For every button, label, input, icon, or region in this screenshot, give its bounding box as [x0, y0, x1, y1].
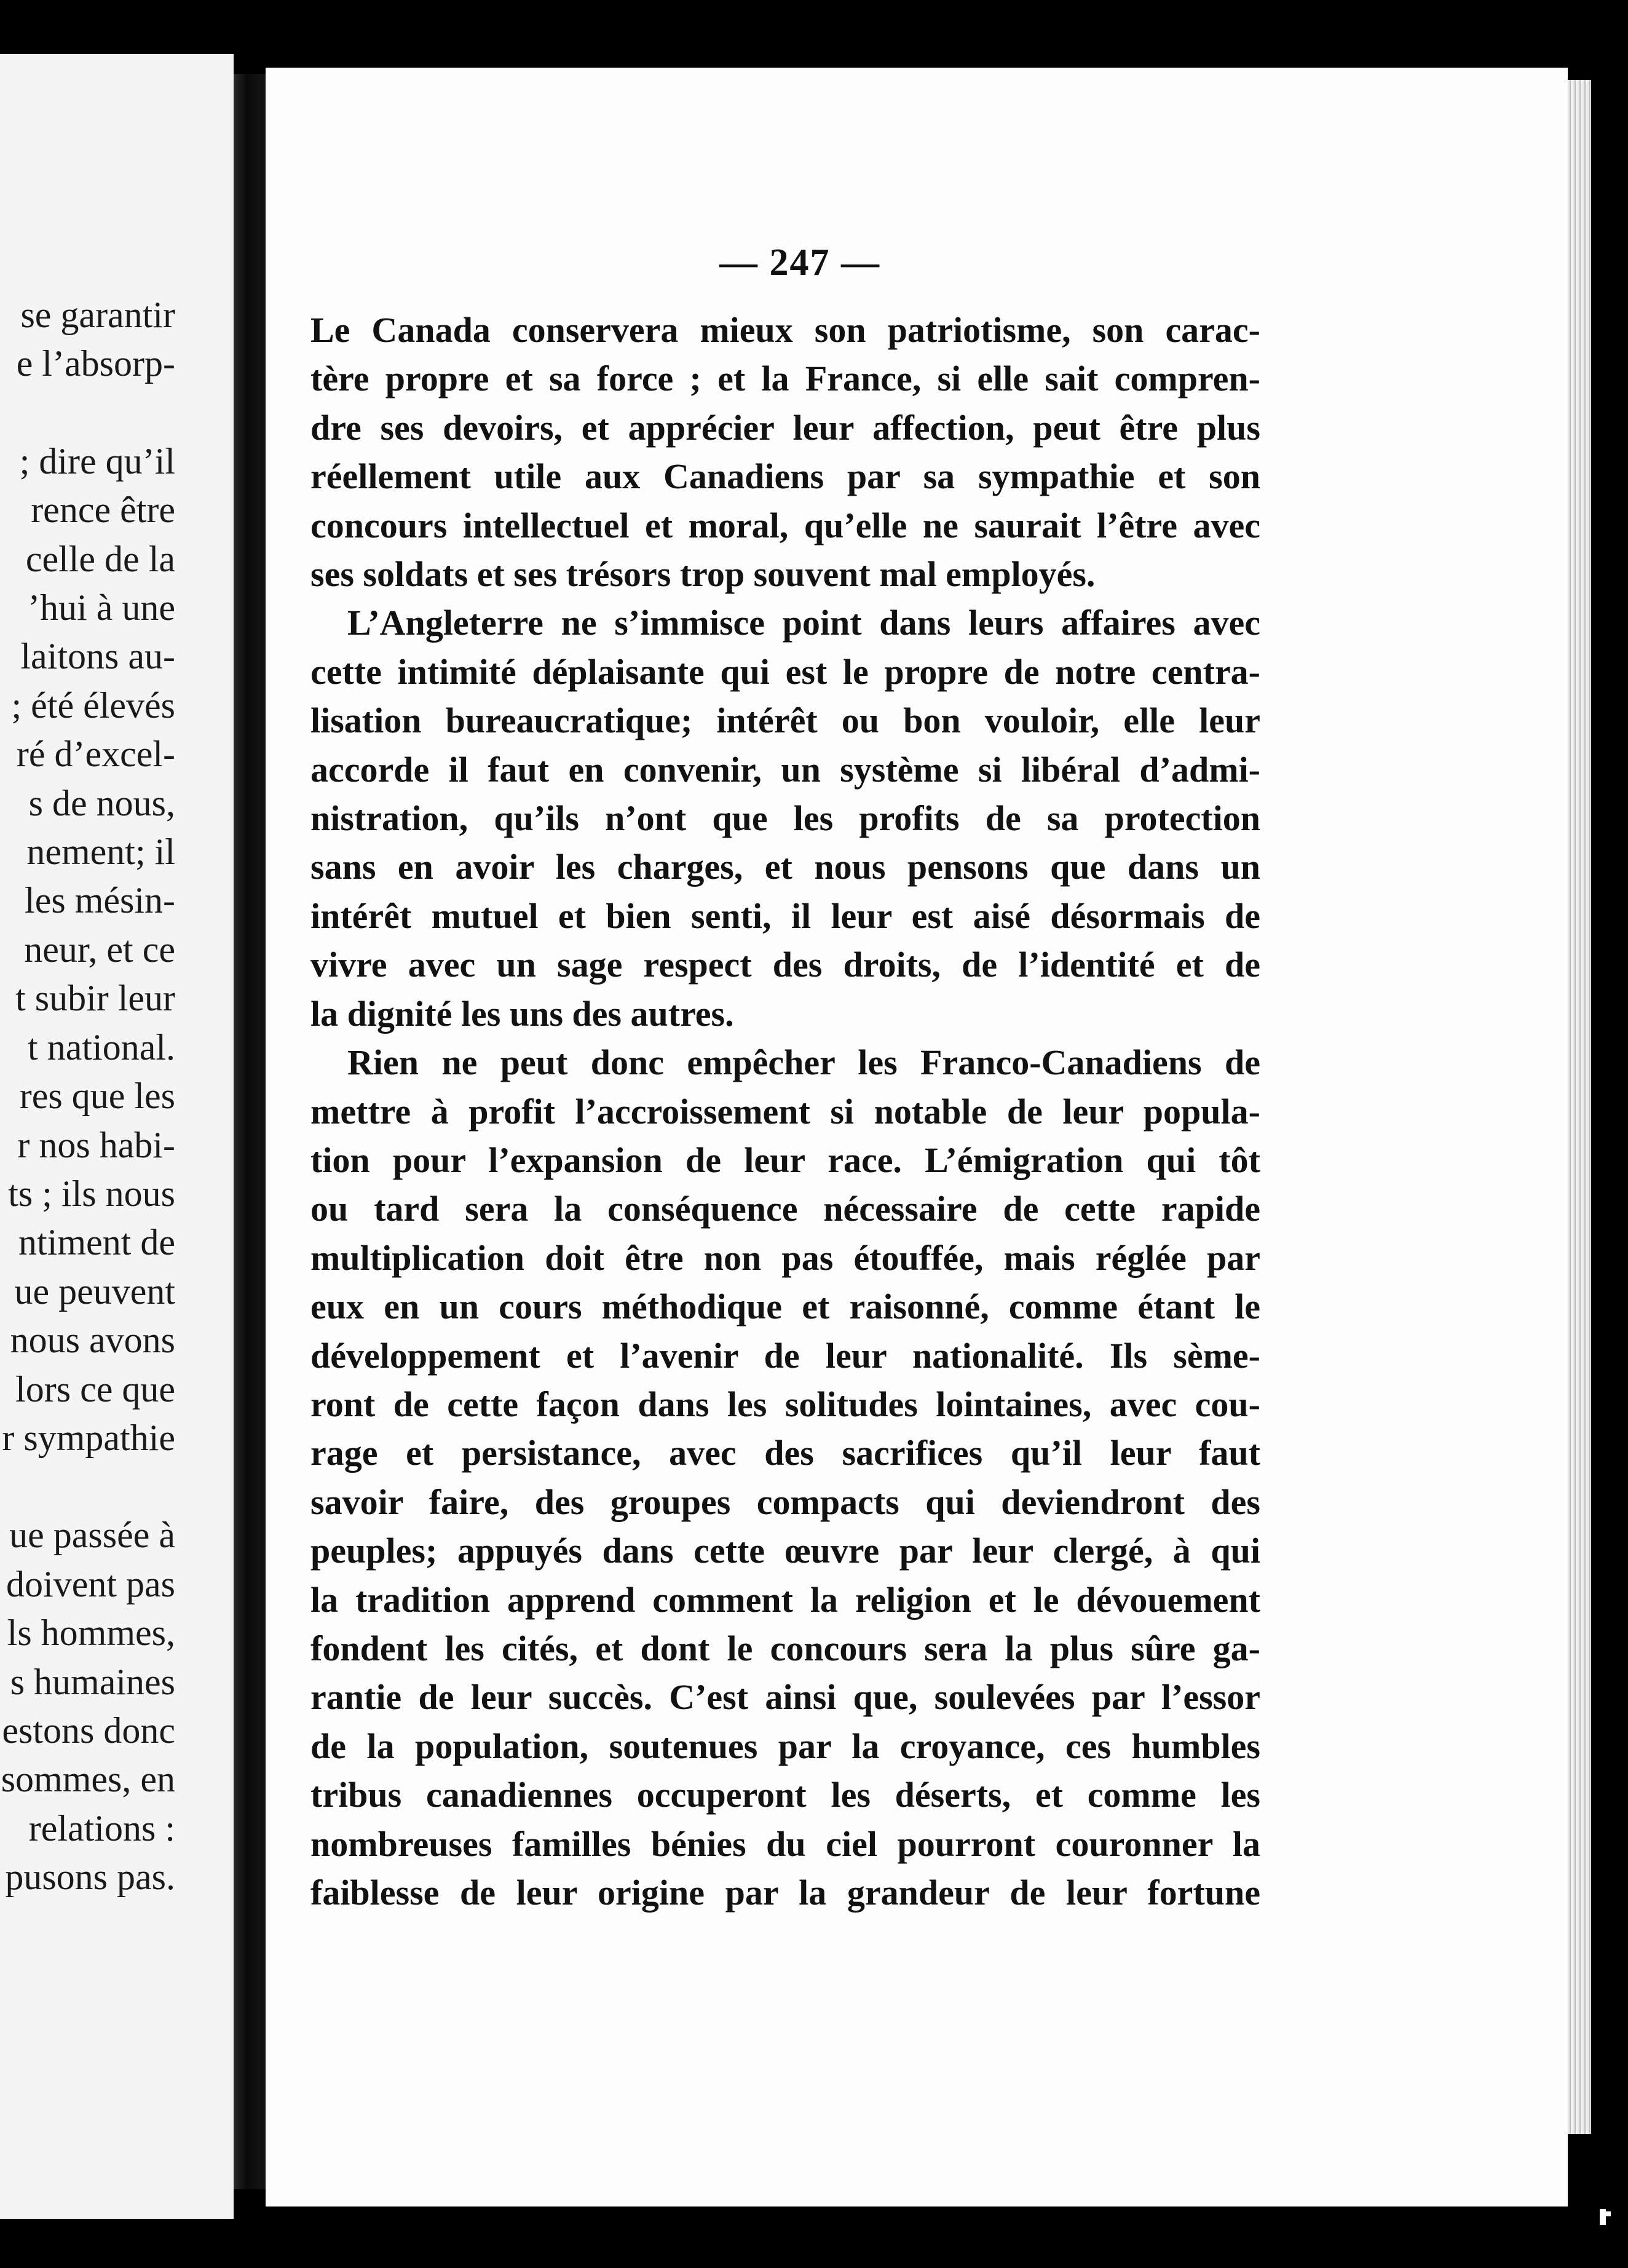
text-line: réellement utile aux Canadiens par sa sympathie et son: [310, 456, 1260, 497]
facing-line: s de nous,: [28, 782, 175, 823]
text-line: la tradition apprend comment la religion et le dévouement: [310, 1579, 1260, 1620]
text-line: Rien ne peut donc empêcher les Franco-Canadiens de: [347, 1042, 1260, 1083]
facing-line: relations :: [28, 1807, 175, 1849]
facing-line: ue passée à: [9, 1515, 175, 1556]
facing-line: pusons pas.: [5, 1857, 175, 1898]
facing-line: s humaines: [10, 1661, 175, 1702]
text-line: tribus canadiennes occuperont les déserts, et comme les: [310, 1775, 1260, 1815]
facing-line: ts ; ils nous: [8, 1173, 175, 1214]
text-line: concours intellectuel et moral, qu’elle ne saurait l’être avec: [310, 505, 1260, 545]
scan-marker-dot: [1606, 2211, 1611, 2216]
facing-line: estons donc: [2, 1710, 175, 1751]
text-line: nistration, qu’ils n’ont que les profits de sa protection: [310, 798, 1260, 839]
facing-line: r sympathie: [2, 1417, 175, 1458]
body-text: [310, 306, 1260, 1917]
facing-line: celle de la: [25, 538, 175, 579]
facing-line: les mésin-: [25, 880, 175, 921]
scan-marker: [1600, 2209, 1606, 2225]
facing-line: ls hommes,: [7, 1612, 175, 1654]
text-line: accorde il faut en convenir, un système si libéral d’admi-: [310, 749, 1260, 790]
facing-page-left: [0, 54, 234, 2219]
facing-line: se garantir: [20, 295, 175, 335]
page-edges: [1568, 80, 1591, 2134]
text-line: L’Angleterre ne s’immisce point dans leurs affaires avec: [347, 603, 1260, 643]
facing-line: ntiment de: [18, 1222, 175, 1263]
facing-line: e l’absorp-: [16, 343, 175, 384]
text-line: Le Canada conservera mieux son patriotisme, son carac-: [310, 310, 1260, 350]
text-line: de la population, soutenues par la croyance, ces humbles: [310, 1726, 1260, 1766]
text-line: fondent les cités, et dont le concours sera la plus sûre ga-: [310, 1628, 1260, 1668]
text-line: nombreuses familles bénies du ciel pourront couronner la: [310, 1823, 1260, 1864]
facing-line: nous avons: [10, 1320, 175, 1361]
text-line: la dignité les uns des autres.: [310, 993, 734, 1034]
text-line: dre ses devoirs, et apprécier leur affection, peut être plus: [310, 407, 1260, 448]
text-line: ront de cette façon dans les solitudes lointaines, avec cou-: [310, 1384, 1260, 1424]
text-line: multiplication doit être non pas étouffée, mais réglée par: [310, 1237, 1260, 1278]
page-number: — 247 —: [719, 242, 880, 284]
facing-line: ue peuvent: [14, 1271, 175, 1312]
text-line: ses soldats et ses trésors trop souvent mal employés.: [310, 554, 1096, 595]
facing-line: ; dire qu’il: [19, 440, 175, 482]
facing-line: t subir leur: [15, 978, 175, 1019]
text-line: mettre à profit l’accroissement si notable de leur popula-: [310, 1091, 1260, 1132]
text-line: intérêt mutuel et bien senti, il leur est aisé désormais de: [310, 895, 1260, 936]
text-line: eux en un cours méthodique et raisonné, comme étant le: [310, 1287, 1260, 1327]
text-line: faiblesse de leur origine par la grandeur de leur fortune: [310, 1873, 1260, 1913]
text-line: lisation bureaucratique; intérêt ou bon vouloir, elle leur: [310, 700, 1260, 741]
facing-line: laitons au-: [20, 636, 175, 677]
facing-page-text: [1, 291, 175, 1902]
facing-line: ; été élevés: [11, 684, 175, 726]
text-line: développement et l’avenir de leur nationalité. Ils sème-: [310, 1335, 1260, 1376]
facing-line: r nos habi-: [17, 1124, 175, 1165]
facing-line: lors ce que: [15, 1368, 175, 1410]
text-line: tère propre et sa force ; et la France, si elle sait compren-: [310, 359, 1260, 399]
facing-line: rence être: [31, 490, 175, 531]
book-gutter: [234, 74, 266, 2189]
text-line: sans en avoir les charges, et nous pensons que dans un: [310, 847, 1260, 887]
facing-line: ’hui à une: [28, 587, 175, 628]
facing-line: sommes, en: [1, 1759, 175, 1800]
facing-line: doivent pas: [6, 1563, 175, 1604]
text-line: rantie de leur succès. C’est ainsi que, soulevées par l’essor: [310, 1677, 1260, 1718]
text-line: ou tard sera la conséquence nécessaire de cette rapide: [310, 1189, 1260, 1229]
facing-line: nement; il: [26, 831, 175, 873]
facing-line: t national.: [28, 1026, 175, 1068]
text-line: vivre avec un sage respect des droits, de l’identité et de: [310, 945, 1260, 985]
text-line: cette intimité déplaisante qui est le propre de notre centra-: [310, 651, 1260, 692]
text-line: rage et persistance, avec des sacrifices qu’il leur faut: [310, 1433, 1260, 1473]
text-line: peuples; appuyés dans cette œuvre par leur clergé, à qui: [310, 1531, 1260, 1571]
facing-line: ré d’excel-: [16, 734, 175, 775]
facing-line: neur, et ce: [24, 929, 175, 970]
facing-line: res que les: [19, 1076, 175, 1117]
text-line: tion pour l’expansion de leur race. L’émigration qui tôt: [310, 1140, 1260, 1180]
text-line: savoir faire, des groupes compacts qui deviendront des: [310, 1481, 1260, 1522]
